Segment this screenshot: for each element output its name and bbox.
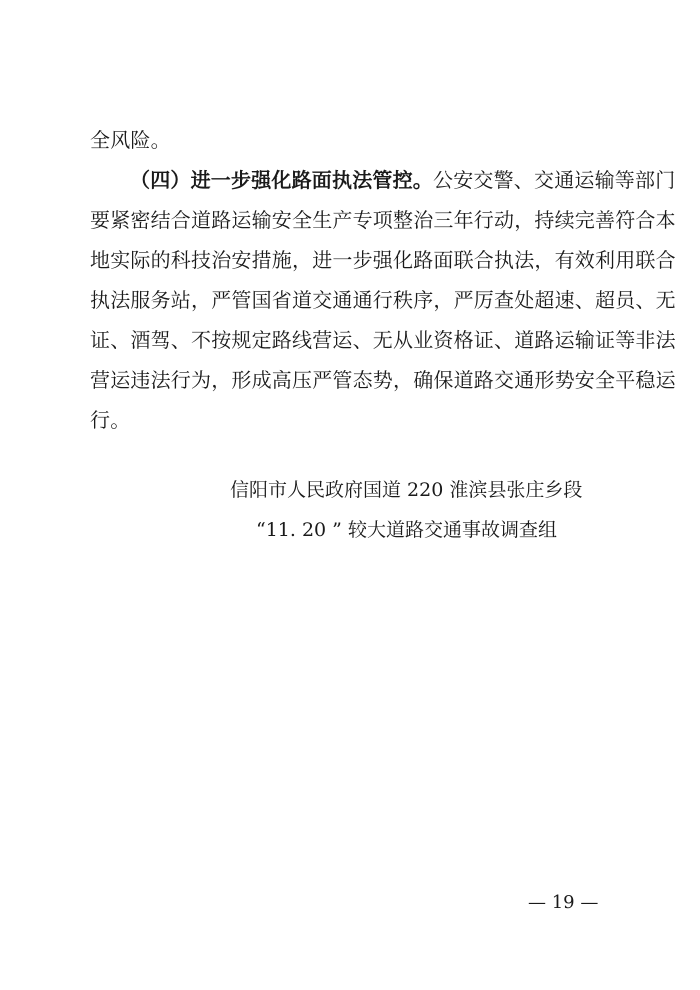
- paragraph-4-line-3: 地实际的科技治安措施，进一步强化路面联合执法，有效利用联合: [90, 248, 676, 272]
- paragraph-4-first-line: [130, 168, 676, 192]
- paragraph-4-heading: （四）进一步强化路面执法管控。: [130, 168, 433, 192]
- page-number: — 19 —: [528, 892, 599, 913]
- signature-line-1: 信阳市人民政府国道 220 淮滨县张庄乡段: [230, 479, 583, 501]
- paragraph-4-line-7: 行。: [90, 408, 131, 432]
- body-line-1: 全风险。: [90, 128, 171, 152]
- paragraph-4-line-5: 证、酒驾、不按规定路线营运、无从业资格证、道路运输证等非法: [90, 328, 676, 352]
- paragraph-4-line-2: 要紧密结合道路运输安全生产专项整治三年行动，持续完善符合本: [90, 208, 676, 232]
- paragraph-4-first-line-text: 公安交警、交通运输等部门: [433, 168, 676, 192]
- paragraph-4-line-6: 营运违法行为，形成高压严管态势，确保道路交通形势安全平稳运: [90, 368, 676, 392]
- signature-line-2: “11. 20 ” 较大道路交通事故调查组: [256, 519, 557, 541]
- paragraph-4-line-4: 执法服务站，严管国省道交通通行秩序，严厉查处超速、超员、无: [90, 288, 676, 312]
